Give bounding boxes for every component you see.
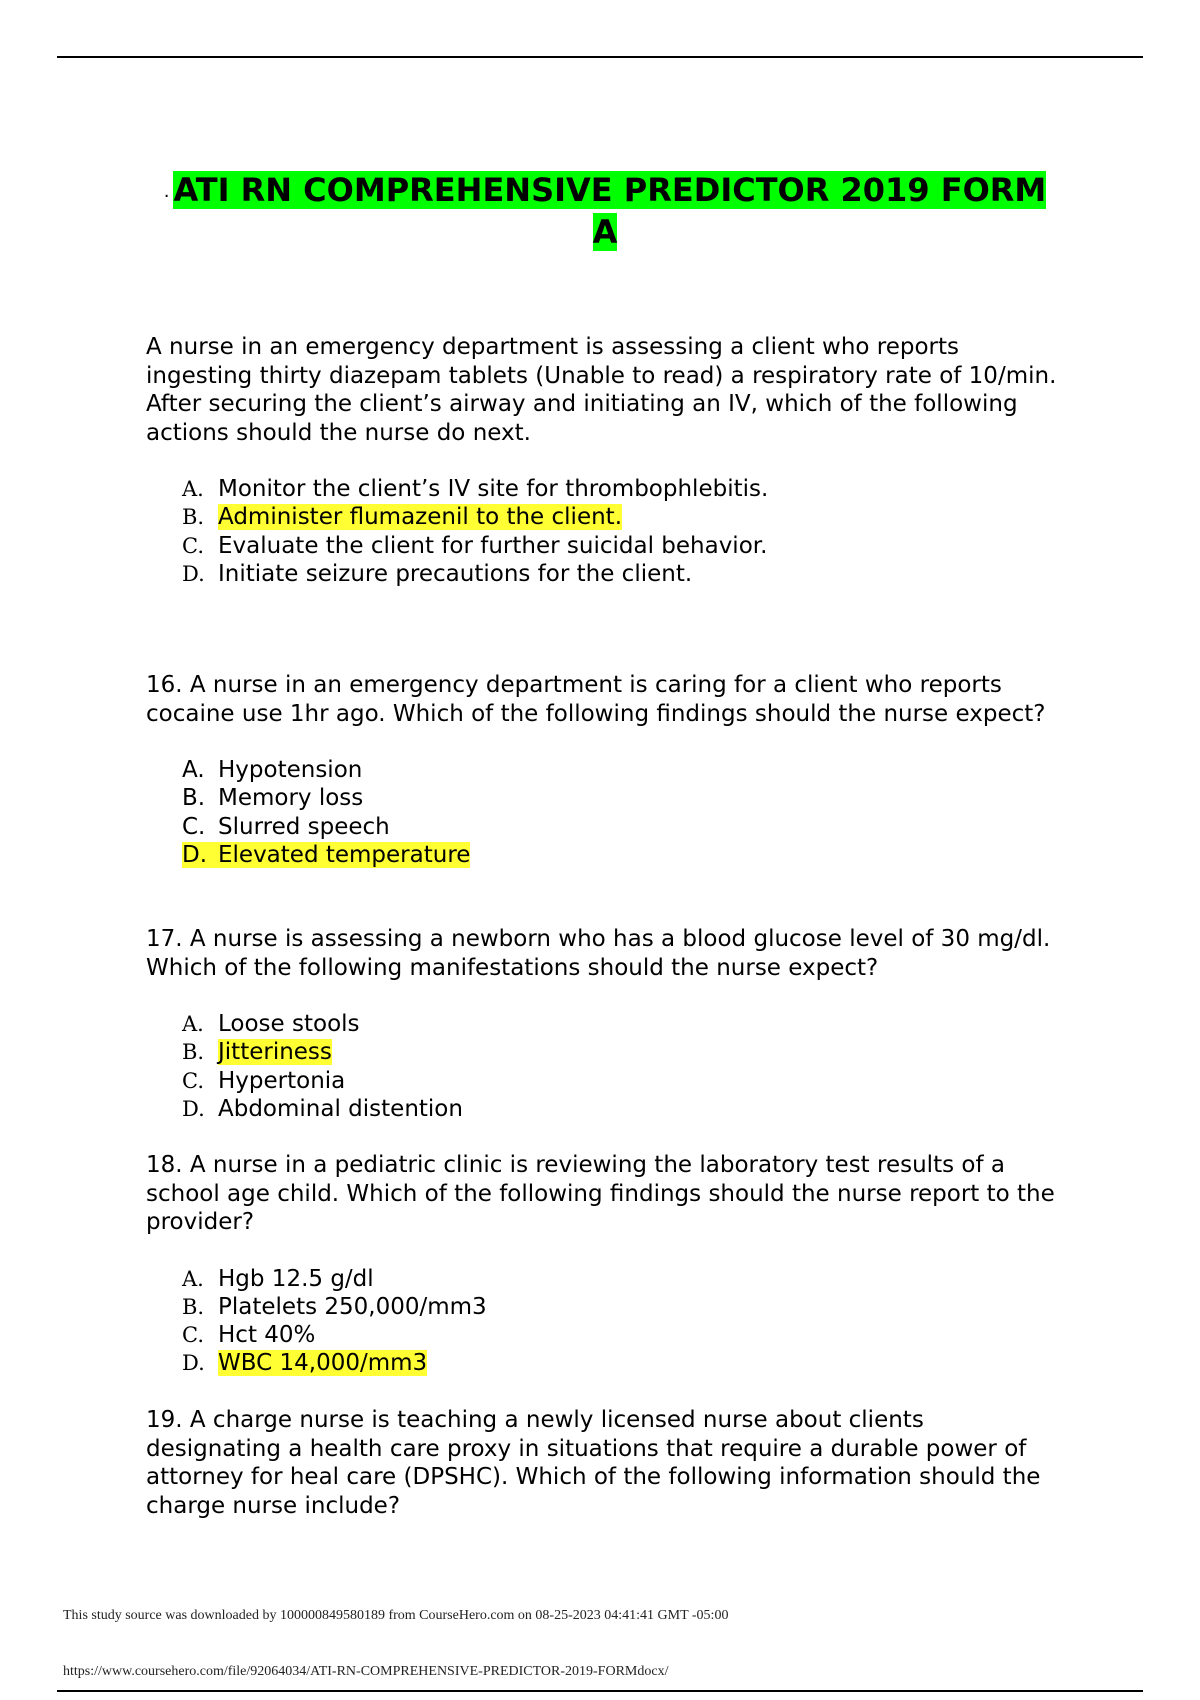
question-text: 16. A nurse in an emergency department is caring for a client who reports cocaine use 1hr ago. Which of the following findings should the nurse expect? [146,672,1046,727]
question-text: A nurse in an emergency department is assessing a client who reports ingesting thirty diazepam tablets (Unable to read) a respiratory rate of 10/min. After securing the client’s airway and initiating an IV, which of the following actions should the nurse do next. [146,334,1057,446]
option-b: B. Platelets 250,000/mm3 [182,1293,487,1320]
download-note: This study source was downloaded by 100000849580189 from CourseHero.com on 08-25-2023 04:41:41 GMT -05:00 [63,1608,729,1623]
option-a: A. Hypotension [182,757,363,783]
question-text: 19. A charge nurse is teaching a newly licensed nurse about clients designating a health care proxy in situations that require a durable power of attorney for heal care (DPSHC). Which of the following information should the charge nurse include? [146,1407,1041,1519]
option-c: C. Slurred speech [182,813,390,840]
question-18 [146,1151,1066,1378]
answer-options [182,1265,1066,1378]
answer-options [182,1010,1066,1123]
question-16 [146,671,1066,869]
option-b-correct: B. Jitteriness [182,1039,332,1066]
option-c: C. Hypertonia [182,1067,346,1094]
title-line-1: ATI RN COMPREHENSIVE PREDICTOR 2019 FORM [173,171,1047,209]
answer-options [182,756,1066,869]
bottom-rule [57,1690,1143,1692]
document-title [140,170,1070,252]
option-a: A. Hgb 12.5 g/dl [182,1265,374,1292]
top-rule [57,56,1143,58]
question-text: 18. A nurse in a pediatric clinic is reviewing the laboratory test results of a school age child. Which of the following findings should the nurse report to the provider? [146,1152,1055,1235]
option-d-correct: D. Elevated temperature [182,841,471,868]
option-b: B. Memory loss [182,785,364,812]
option-c: C. Evaluate the client for further suicidal behavior. [182,532,768,559]
option-a: A. Monitor the client’s IV site for thrombophlebitis. [182,476,769,502]
option-c: C. Hct 40% [182,1322,316,1349]
question-17 [146,925,1066,1123]
option-d: D. Abdominal distention [182,1095,463,1122]
answer-options [182,475,1066,588]
question-text: 17. A nurse is assessing a newborn who has a blood glucose level of 30 mg/dl. Which of the following manifestations should the nurse expect? [146,926,1051,981]
option-b-correct: B. Administer flumazenil to the client. [182,504,623,531]
question-15 [146,333,1066,588]
title-line-2: A [592,213,618,251]
option-d: D. Initiate seizure precautions for the client. [182,560,693,587]
option-d-correct: D. WBC 14,000/mm3 [182,1350,428,1377]
source-url-link[interactable]: https://www.coursehero.com/file/92064034/ATI-RN-COMPREHENSIVE-PREDICTOR-2019-FORMdocx/ [63,1664,669,1679]
option-a: A. Loose stools [182,1011,360,1037]
title-prefix: . [163,181,170,202]
question-19 [146,1406,1066,1520]
